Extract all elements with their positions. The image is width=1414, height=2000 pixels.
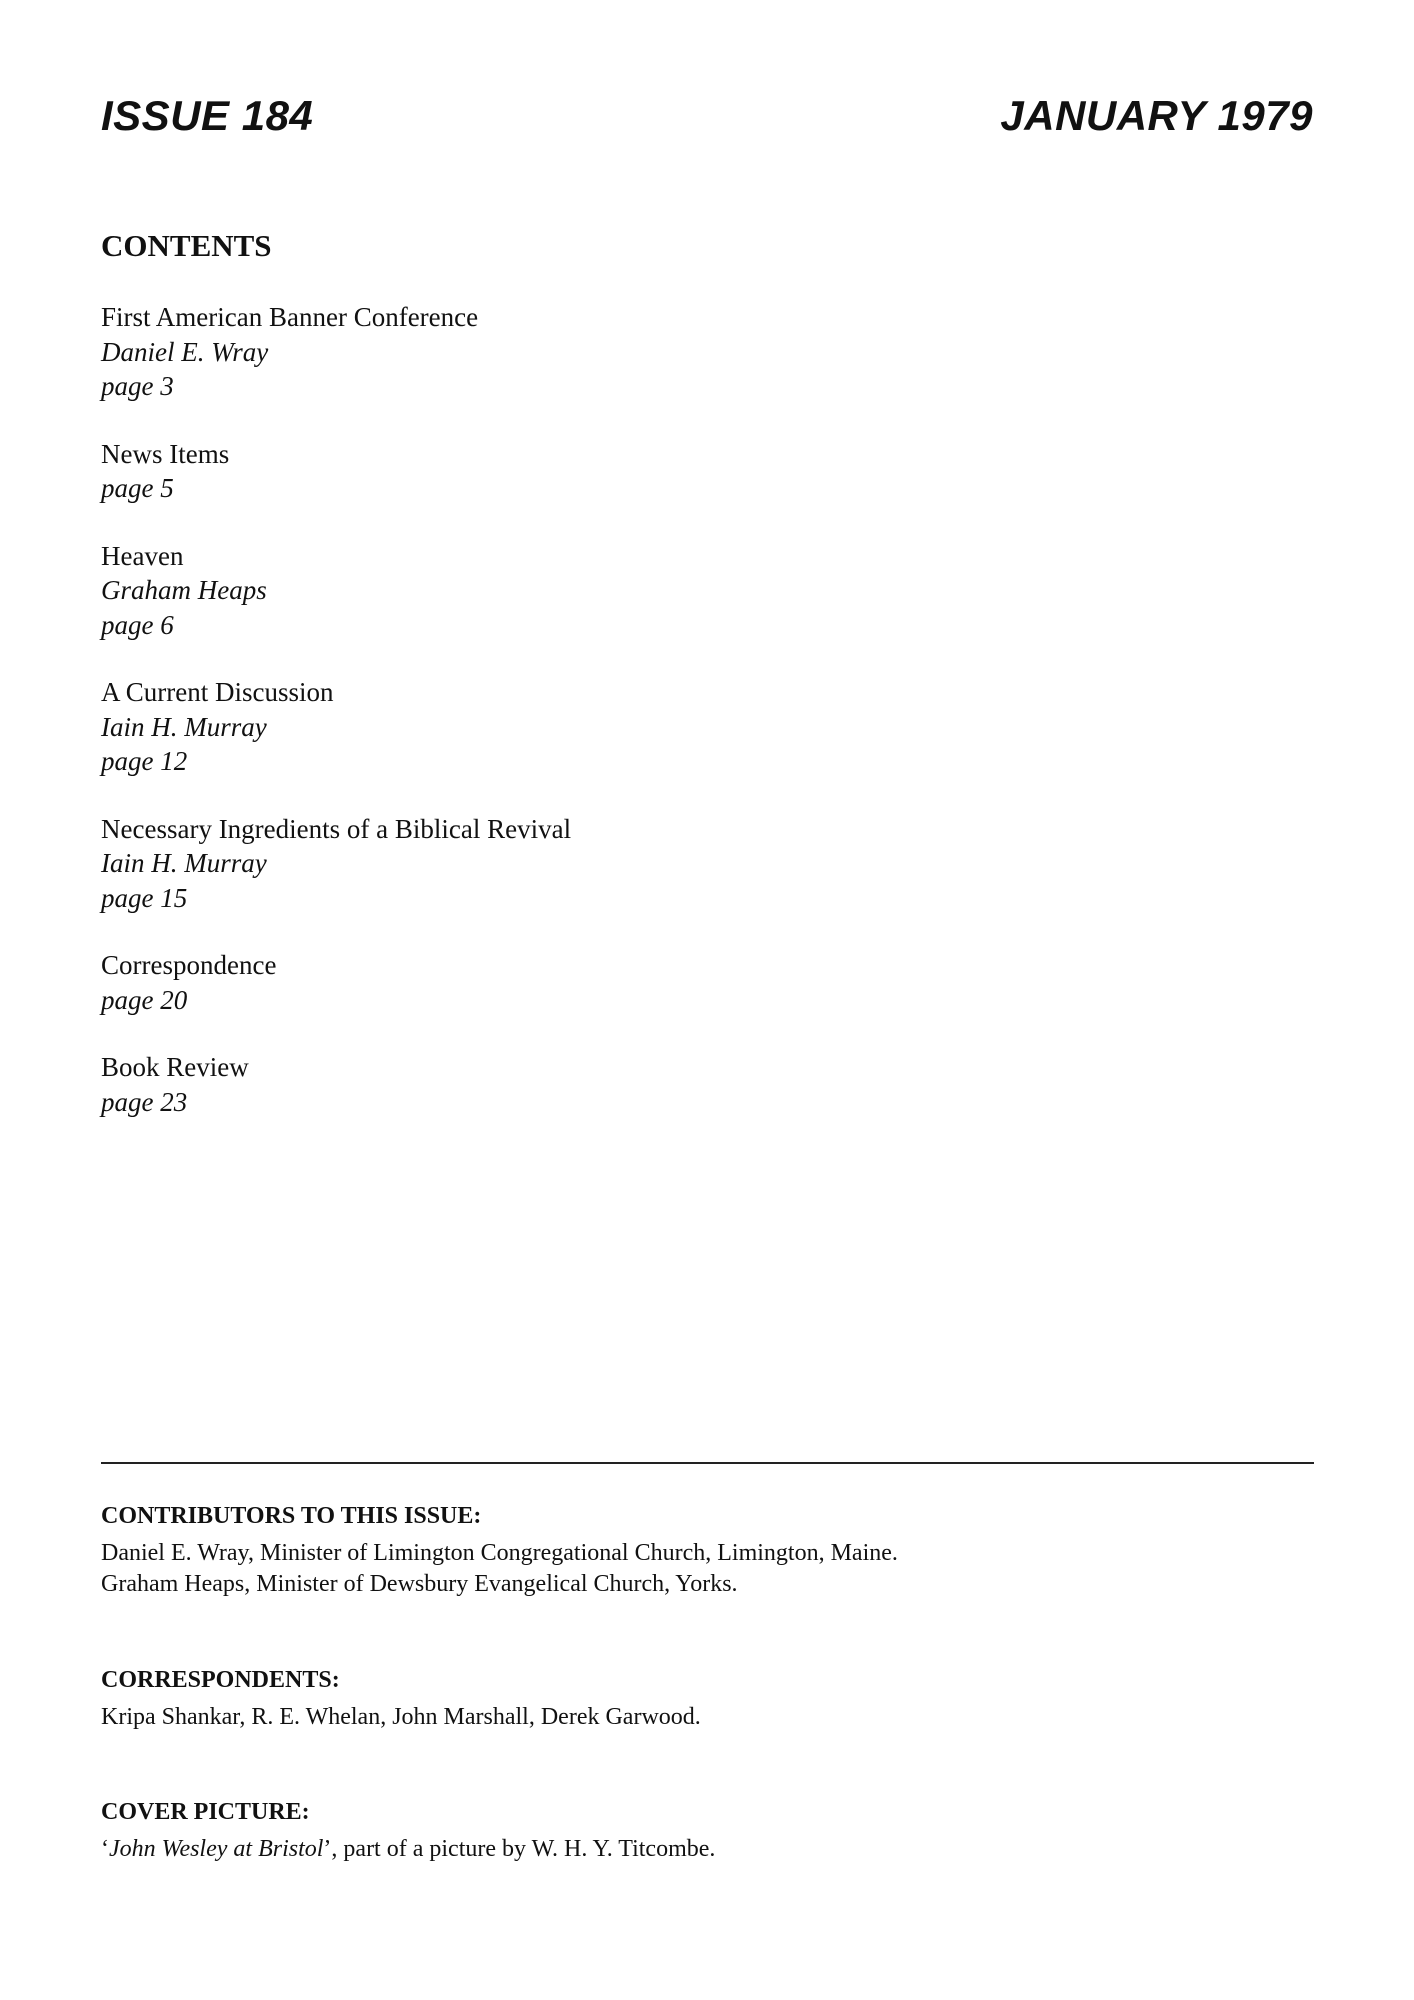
toc-entry bbox=[101, 812, 571, 916]
table-of-contents bbox=[101, 300, 571, 1152]
toc-entry-page: page 20 bbox=[101, 984, 188, 1015]
contributors-section bbox=[101, 1500, 898, 1600]
correspondents-section bbox=[101, 1664, 701, 1733]
cover-picture-credit: ’, part of a picture by W. H. Y. Titcombe. bbox=[323, 1836, 716, 1862]
cover-picture-heading: COVER PICTURE: bbox=[101, 1799, 310, 1825]
toc-entry-page: page 3 bbox=[101, 371, 174, 401]
toc-entry-author: Graham Heaps bbox=[101, 575, 267, 605]
toc-entry bbox=[101, 437, 571, 506]
issue-date: JANUARY 1979 bbox=[1000, 92, 1313, 139]
page-header bbox=[101, 88, 1313, 144]
toc-entry-title: Book Review bbox=[101, 1052, 249, 1082]
cover-picture-title: John Wesley at Bristol bbox=[109, 1836, 324, 1862]
contents-heading: CONTENTS bbox=[101, 228, 272, 263]
toc-entry-title: Necessary Ingredients of a Biblical Revival bbox=[101, 813, 572, 844]
toc-entry-page: page 23 bbox=[101, 1086, 188, 1117]
toc-entry bbox=[101, 1050, 571, 1119]
toc-entry-title: Heaven bbox=[101, 540, 184, 571]
correspondents-list: Kripa Shankar, R. E. Whelan, John Marshall, Derek Garwood. bbox=[101, 1704, 701, 1730]
toc-entry-page: page 15 bbox=[101, 882, 188, 913]
correspondents-heading: CORRESPONDENTS: bbox=[101, 1667, 340, 1693]
cover-picture-section bbox=[101, 1796, 715, 1865]
contributor-line: Graham Heaps, Minister of Dewsbury Evangelical Church, Yorks. bbox=[101, 1571, 738, 1597]
toc-entry-title: First American Banner Conference bbox=[101, 302, 479, 332]
toc-entry-title: A Current Discussion bbox=[101, 677, 334, 707]
issue-number: ISSUE 184 bbox=[101, 92, 314, 139]
toc-entry-author: Iain H. Murray bbox=[101, 711, 267, 742]
toc-entry bbox=[101, 675, 571, 779]
cover-picture-caption bbox=[101, 1834, 715, 1865]
toc-entry-page: page 6 bbox=[101, 609, 174, 640]
toc-entry-page: page 12 bbox=[101, 746, 188, 776]
section-divider bbox=[101, 1462, 1314, 1464]
toc-entry-author: Daniel E. Wray bbox=[101, 336, 269, 367]
toc-entry-title: Correspondence bbox=[101, 950, 277, 980]
toc-entry bbox=[101, 300, 571, 404]
toc-entry bbox=[101, 948, 571, 1017]
cover-picture-open-quote: ‘ bbox=[101, 1836, 109, 1862]
toc-entry-page: page 5 bbox=[101, 473, 174, 503]
toc-entry-title: News Items bbox=[101, 438, 230, 469]
contributors-heading: CONTRIBUTORS TO THIS ISSUE: bbox=[101, 1503, 482, 1529]
toc-entry bbox=[101, 539, 571, 643]
contributor-line: Daniel E. Wray, Minister of Limington Congregational Church, Limington, Maine. bbox=[101, 1540, 898, 1566]
toc-entry-author: Iain H. Murray bbox=[101, 848, 267, 878]
